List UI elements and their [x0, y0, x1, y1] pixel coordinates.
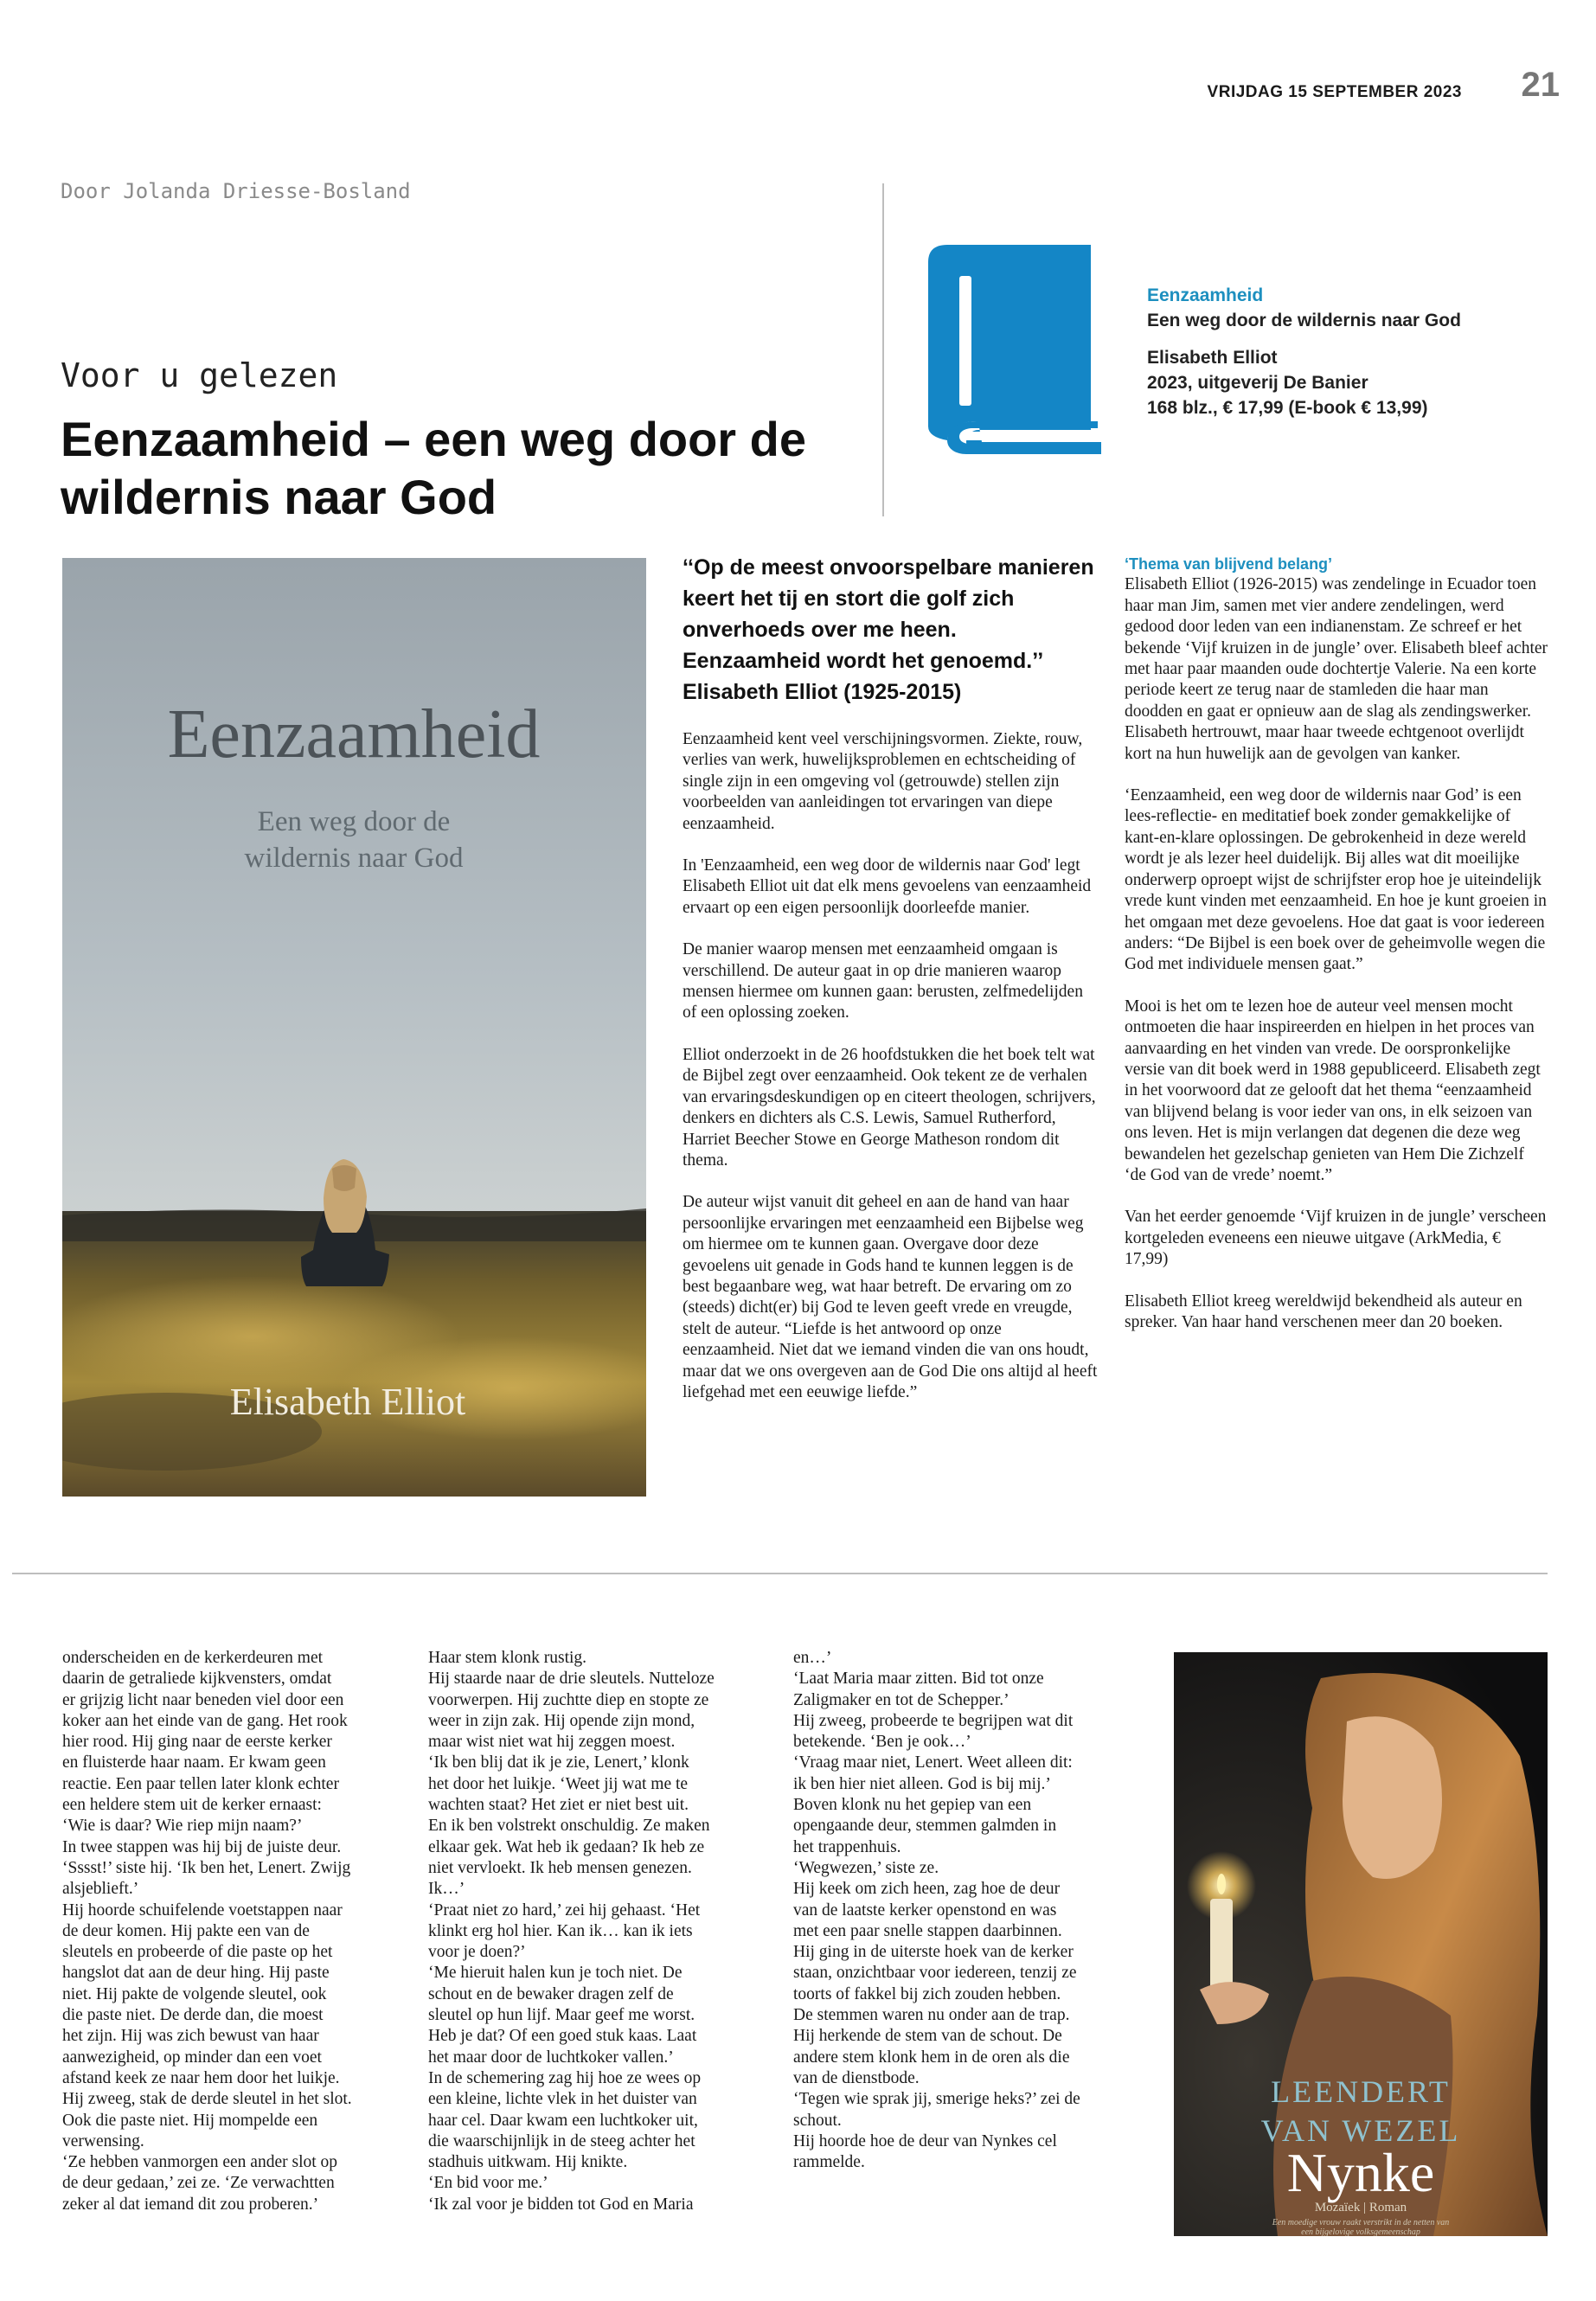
- story-line: verwensing.: [62, 2131, 144, 2150]
- story-line: niet. Hij pakte de volgende sleutel, ook: [62, 1984, 327, 2003]
- story-column-2: [428, 1648, 770, 2215]
- story-line: sleutel op hun lijf. Maar geef me worst.: [428, 2006, 695, 2025]
- story-line: aanwezigheid, op minder dan een voet: [62, 2048, 322, 2067]
- paragraph: In 'Eenzaamheid, een weg door de wildernis naar God' legt Elisabeth Elliot uit dat elk mens gevoelens van eenzaamheid ervaart op een eigen persoonlijk doorleefde manier.: [683, 856, 1092, 917]
- story-line: reactie. Een paar tellen later klonk echter: [62, 1774, 339, 1793]
- cover1-author: Elisabeth Elliot: [229, 1381, 466, 1423]
- story-line: ‘Praat niet zo hard,’ zei hij gehaast. ‘Het: [428, 1900, 701, 1920]
- story-line: rammelde.: [793, 2153, 865, 2172]
- story-line: ‘Wie is daar? Wie riep mijn naam?’: [62, 1817, 303, 1836]
- paragraph: Elliot onderzoekt in de 26 hoofdstukken die het boek telt wat de Bijbel zegt over eenzaamheid. Ook tekent ze de verhalen van ervaringsdeskundigen op en citeert theologen, schrijvers, denkers en dichters als C.S. Lewis, Samuel Rutherford, Harriet Beecher Stowe en George Matheson rondom dit thema.: [683, 1045, 1096, 1170]
- story-line: toorts of fakkel bij zich zouden hebben.: [793, 1984, 1061, 2003]
- story-line: het door het luikje. ‘Weet jij wat me te: [428, 1774, 689, 1793]
- story-line: voor je doen?’: [428, 1943, 526, 1962]
- cover1-title: Eenzaamheid: [167, 696, 541, 772]
- info-details: 168 blz., € 17,99 (E-book € 13,99): [1147, 398, 1428, 418]
- story-line: andere stem klonk hem in de oren als die: [793, 2048, 1070, 2067]
- page-number: 21: [1521, 66, 1560, 104]
- story-line: onderscheiden en de kerkerdeuren met: [62, 1649, 324, 1667]
- paragraph: De auteur wijst vanuit dit geheel en aan de hand van haar persoonlijke ervaringen met eenzaamheid een Bijbelse weg om hiermee om te kunnen gaan. Overgave door deze gevoelens uit genade in Gods hand te kunnen leggen is de best begaanbare weg, wat haar betreft. De ervaring om zo (steeds) dicht(er) bij God te leven geeft vrede en vreugde, stelt de auteur. “Liefde is het antwoord op onze eenzaamheid. Niet dat we iemand vinden die van ons houdt, maar dat we ons overgeven aan de God Die ons altijd al heeft liefgehad met een eeuwige liefde.”: [683, 1193, 1098, 1401]
- byline: Door Jolanda Driesse-Bosland: [61, 179, 411, 203]
- story-line: met een paar snelle stappen daarbinnen.: [793, 1921, 1062, 1940]
- story-line: niet vervloekt. Ik heb mensen genezen.: [428, 1858, 692, 1877]
- story-line: voorwerpen. Hij zuchtte diep en stopte ze: [428, 1690, 709, 1709]
- story-line: ‘Laat Maria maar zitten. Bid tot onze: [793, 1670, 1044, 1689]
- story-line: de deur gedaan,’ zei ze. ‘Ze verwachtten: [62, 2174, 335, 2193]
- story-line: elkaar gek. Wat heb ik gedaan? Ik heb ze: [428, 1837, 705, 1856]
- story-line: daarin de getraliede kijkvensters, omdat: [62, 1670, 332, 1689]
- story-line: die waarschijnlijk in de steeg achter het: [428, 2131, 695, 2150]
- story-line: afstand keek ze naar hem door het luikje.: [62, 2068, 340, 2087]
- story-line: In de schemering zag hij hoe ze wees op: [428, 2068, 702, 2087]
- paragraph: ‘Eenzaamheid, een weg door de wildernis naar God’ is een lees-reflectie- en meditatief boek zonder gemakkelijke of kant-en-klare oplossingen. De gebrokenheid in deze wereld wordt je als lezer heel duidelijk. Bij alles wat dit moeilijke onderwerp oproept wijst de schrijfster erop hoe je uiteindelijk vrede kunt vinden met eenzaamheid. En hoe je kunt groeien in het omgaan met deze gevoelens. Hoe dat gaat is voor iedereen anders: “De Bijbel is een boek over de geheimvolle wegen die God met individuele mensen gaat.”: [1125, 786, 1547, 974]
- cover2-publisher: Mozaïek | Roman: [1314, 2201, 1407, 2214]
- story-line: Hij staarde naar de drie sleutels. Nutteloze: [428, 1670, 715, 1689]
- pull-quote-text: ‘‘Op de meest onvoorspelbare manieren keert het tij en stort die golf zich onverhoeds over me heen. Eenzaamheid wordt het genoemd.’’: [683, 555, 1094, 673]
- story-line: Hij hoorde schuifelende voetstappen naar: [62, 1900, 343, 1920]
- horizontal-divider: [12, 1573, 1548, 1574]
- story-line: er grijzig licht naar beneden viel door een: [62, 1690, 344, 1709]
- story-line: Hij herkende de stem van de schout. De: [793, 2027, 1062, 2046]
- story-line: Hij hoorde hoe de deur van Nynkes cel: [793, 2131, 1057, 2150]
- story-line: weer in zijn zak. Hij opende zijn mond,: [428, 1711, 695, 1730]
- story-line: schout en de bewaker dragen zelf de: [428, 1984, 674, 2003]
- story-line: ‘En bid voor me.’: [428, 2174, 548, 2193]
- story-line: En ik ben volstrekt onschuldig. Ze maken: [428, 1817, 710, 1836]
- info-subtitle: Een weg door de wildernis naar God: [1147, 311, 1461, 330]
- story-line: Haar stem klonk rustig.: [428, 1649, 587, 1667]
- story-line: het maar door de luchtkoker vallen.’: [428, 2048, 674, 2067]
- book-cover-nynke: [1174, 1652, 1548, 2236]
- cover2-author-line1: LEENDERT: [1271, 2074, 1451, 2109]
- book-cover-eenzaamheid: [62, 558, 646, 1497]
- story-line: In twee stappen was hij bij de juiste deur.: [62, 1837, 342, 1856]
- story-line: haar cel. Daar kwam een luchtkoker uit,: [428, 2111, 698, 2130]
- story-line: ‘Me hieruit halen kun je toch niet. De: [428, 1964, 683, 1983]
- story-line: van de dienstbode.: [793, 2068, 920, 2087]
- article-column-2: [683, 729, 1098, 1424]
- story-line: van de laatste kerker openstond en was: [793, 1900, 1057, 1920]
- info-label: Eenzaamheid: [1147, 285, 1264, 305]
- story-line: alsjeblieft.’: [62, 1880, 139, 1899]
- story-line: Hij keek om zich heen, zag hoe de deur: [793, 1880, 1061, 1899]
- paragraph: Elisabeth Elliot kreeg wereldwijd bekendheid als auteur en spreker. Van haar hand verschenen meer dan 20 boeken.: [1125, 1292, 1522, 1331]
- paragraph: Mooi is het om te lezen hoe de auteur veel mensen mocht ontmoeten die haar inspireerden en hielpen in het proces van aanvaarding en het vinden van vrede. De oorspronkelijke versie van dit boek werd in 1988 gepubliceerd. Elisabeth zegt in het voorwoord dat ze gelooft dat het thema “eenzaamheid van blijvend belang is voor ieder van ons, in elk seizoen van ons leven. Het is mijn verlangen dat degenen die deze weg bewandelen het gezelschap genieten van Hem Die Zichzelf ‘de God van de vrede’ noemt.”: [1125, 997, 1541, 1184]
- story-line: De stemmen waren nu onder aan de trap.: [793, 2006, 1070, 2025]
- story-line: ik ben hier niet alleen. God is bij mij.’: [793, 1774, 1051, 1793]
- cover2-tagline-line1: Een moedige vrouw raakt verstrikt in de netten van: [1272, 2218, 1450, 2227]
- story-line: die paste niet. De derde dan, die moest: [62, 2006, 324, 2025]
- story-line: ‘Ik ben blij dat ik je zie, Lenert,’ klonk: [428, 1753, 689, 1772]
- cover2-author-line2: VAN WEZEL: [1260, 2113, 1461, 2148]
- paragraph: Eenzaamheid kent veel verschijningsvormen. Ziekte, rouw, verlies van werk, huwelijksproblemen en echtscheiding of single zijn in een omgeving vol (getrouwde) stellen zijn voorbeelden van aanleidingen tot ervaringen van diepe eenzaamheid.: [683, 730, 1083, 833]
- cover1-subtitle-line1: Een weg door de: [257, 806, 451, 837]
- pull-quote: [683, 552, 1098, 708]
- story-line: ‘Wegwezen,’ siste ze.: [793, 1858, 939, 1877]
- story-line: zeker al dat iemand dit zou proberen.’: [62, 2195, 319, 2214]
- story-line: koker aan het einde van de gang. Het rook: [62, 1711, 348, 1730]
- story-line: maar wist niet wat hij zeggen moest.: [428, 1733, 676, 1752]
- info-author: Elisabeth Elliot: [1147, 348, 1278, 368]
- story-line: hier rood. Hij ging naar de eerste kerker: [62, 1733, 332, 1752]
- story-line: ‘Vraag maar niet, Lenert. Weet alleen dit:: [793, 1753, 1073, 1772]
- story-line: Heb je dat? Of een goed stuk kaas. Laat: [428, 2027, 697, 2046]
- story-line: Hij ging in de uiterste hoek van de kerker: [793, 1943, 1074, 1962]
- story-line: betekende. ‘Ben je ook…’: [793, 1733, 971, 1752]
- issue-date: VRIJDAG 15 SEPTEMBER 2023: [1207, 83, 1462, 101]
- story-line: een heldere stem uit de kerker ernaast:: [62, 1796, 322, 1815]
- subhead: ‘Thema van blijvend belang’: [1125, 555, 1333, 573]
- story-line: stadhuis uitkwam. Hij knikte.: [428, 2153, 628, 2172]
- book-info-box: [1147, 283, 1545, 420]
- story-line: Hij zweeg, stak de derde sleutel in het slot.: [62, 2090, 352, 2109]
- story-line: een kleine, lichte vlek in het duister van: [428, 2090, 697, 2109]
- paragraph: Van het eerder genoemde ‘Vijf kruizen in de jungle’ verscheen kortgeleden eveneens een nieuwe uitgave (ArkMedia, € 17,99): [1125, 1208, 1547, 1269]
- story-line: Ik…’: [428, 1880, 465, 1899]
- story-line: Boven klonk nu het gepiep van een: [793, 1796, 1032, 1815]
- cover1-subtitle-line2: wildernis naar God: [244, 843, 464, 874]
- story-line: wachten staat? Het ziet er niet best uit.: [428, 1796, 689, 1815]
- pull-quote-attribution: Elisabeth Elliot (1925-2015): [683, 680, 962, 704]
- story-line: het zijn. Hij was zich bewust van haar: [62, 2027, 319, 2046]
- story-line: en fluisterde haar naam. Er kwam geen: [62, 1753, 326, 1772]
- story-line: het trappenhuis.: [793, 1837, 901, 1856]
- story-column-3: [793, 1648, 1139, 2173]
- story-line: klinkt erg hol hier. Kan ik… kan ik iets: [428, 1921, 693, 1940]
- cover2-title: Nynke: [1286, 2142, 1435, 2203]
- story-line: ‘Ze hebben vanmorgen een ander slot op: [62, 2153, 338, 2172]
- story-line: en…’: [793, 1649, 832, 1667]
- story-line: sleutels en probeerde of die paste op het: [62, 1943, 333, 1962]
- story-column-1: [62, 1648, 404, 2215]
- section-kicker: Voor u gelezen: [61, 356, 338, 394]
- paragraph: Elisabeth Elliot (1926-2015) was zendelinge in Ecuador toen haar man Jim, samen met vier andere zendelingen, werd gedood door leden van een indianenstam. Ze schreef er het bekende ‘Vijf kruizen in de jungle’ over. Elisabeth bleef achter met haar paar maanden oude dochtertje Valerie. Na een korte periode keert ze terug naar de stamleden die haar man doodden en gaat er opnieuw aan de slag als zendingswerker. Elisabeth hertrouwt, maar haar tweede echtgenoot overlijdt kort na hun huwelijk aan de gevolgen van kanker.: [1125, 575, 1548, 763]
- article-headline: Eenzaamheid – een weg door de wildernis naar God: [61, 412, 807, 524]
- story-line: Ook die paste niet. Hij mompelde een: [62, 2111, 318, 2130]
- story-line: ‘Tegen wie sprak jij, smerige heks?’ zei de: [793, 2090, 1080, 2109]
- story-line: staan, onzichtbaar voor iedereen, tenzij ze: [793, 1964, 1077, 1983]
- cover2-tagline-line2: een bijgelovige volksgemeenschap: [1301, 2227, 1420, 2236]
- article-column-3: [1125, 554, 1548, 1354]
- story-line: de deur komen. Hij pakte een van de: [62, 1921, 310, 1940]
- story-line: ‘Ik zal voor je bidden tot God en Maria: [428, 2195, 694, 2214]
- story-line: hangslot dat aan de deur hing. Hij paste: [62, 1964, 330, 1983]
- story-line: Zaligmaker en tot de Schepper.’: [793, 1690, 1010, 1709]
- story-line: opengaande deur, stemmen galmden in: [793, 1817, 1057, 1836]
- info-publisher: 2023, uitgeverij De Banier: [1147, 373, 1368, 393]
- book-icon: [928, 245, 1101, 454]
- story-line: Hij zweeg, probeerde te begrijpen wat dit: [793, 1711, 1074, 1730]
- story-line: ‘Sssst!’ siste hij. ‘Ik ben het, Lenert. Zwijg: [62, 1858, 351, 1877]
- vertical-divider: [882, 183, 884, 516]
- paragraph: De manier waarop mensen met eenzaamheid omgaan is verschillend. De auteur gaat in op drie manieren waarop mensen hiermee om kunnen gaan: berusten, zelfmedelijden of een oplossing zoeken.: [683, 940, 1083, 1022]
- story-line: schout.: [793, 2111, 842, 2130]
